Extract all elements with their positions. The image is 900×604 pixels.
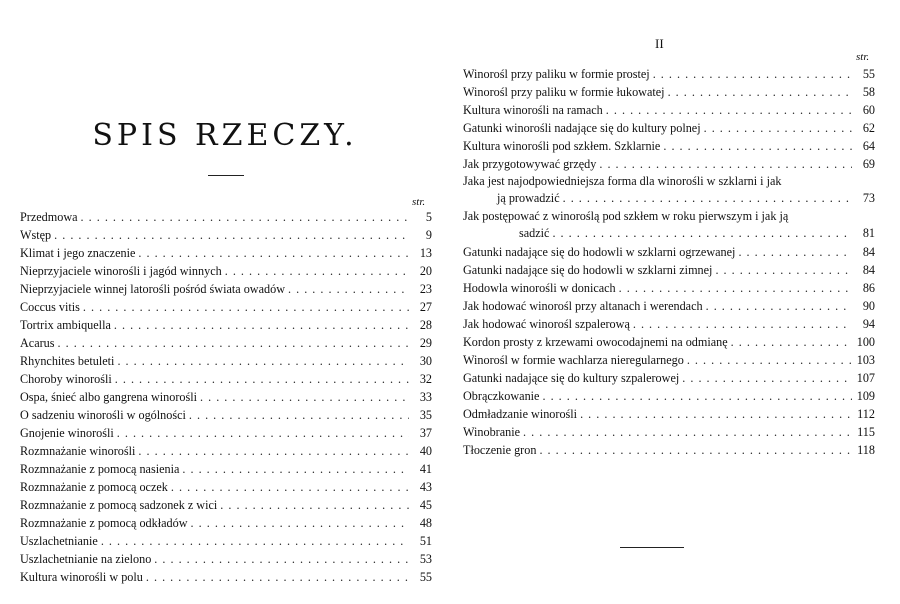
- dot-leader: [200, 388, 409, 406]
- toc-entry-title: Winorośl przy paliku w formie łukowatej: [463, 85, 665, 99]
- page-column-label: str.: [412, 196, 426, 208]
- toc-entry-title: Winorośl przy paliku w formie prostej: [463, 67, 650, 81]
- toc-entry-page: 118: [857, 443, 875, 457]
- toc-entry-title: Przedmowa: [20, 210, 78, 224]
- dot-leader: [715, 261, 852, 279]
- dot-leader: [114, 316, 409, 334]
- dot-leader: [117, 352, 409, 370]
- toc-entry-title-line2: ją prowadzić: [497, 191, 560, 205]
- toc-entry: [20, 316, 432, 334]
- toc-entry-title: Rozmnażanie z pomocą oczek: [20, 480, 168, 494]
- dot-leader: [288, 280, 409, 298]
- toc-entry-title: Rhynchites betuleti: [20, 354, 115, 368]
- title-rule: [208, 175, 244, 176]
- toc-entry-page: 81: [862, 226, 875, 240]
- toc-entry: [463, 441, 875, 459]
- toc-entry-page: 69: [862, 157, 875, 171]
- toc-entry: [463, 83, 875, 101]
- toc-entry: [20, 424, 432, 442]
- toc-entry-page: 23: [419, 282, 432, 296]
- dot-leader: [58, 334, 409, 352]
- toc-entry-title: Jak hodować winorośl przy altanach i werendach: [463, 299, 703, 313]
- toc-entry-page: 53: [419, 552, 432, 566]
- toc-entry: [463, 387, 875, 405]
- bottom-rule: [620, 547, 684, 548]
- toc-entry-title: Acarus: [20, 336, 55, 350]
- toc-entry-page: 112: [857, 407, 875, 421]
- toc-entry: [20, 298, 432, 316]
- dot-leader: [706, 297, 852, 315]
- toc-list-left: [20, 208, 432, 586]
- toc-entry: [20, 370, 432, 388]
- dot-leader: [117, 424, 409, 442]
- toc-entry-page: 27: [419, 300, 432, 314]
- toc-entry: [463, 423, 875, 441]
- toc-entry: [20, 532, 432, 550]
- dot-leader: [580, 405, 852, 423]
- toc-entry-page: 86: [862, 281, 875, 295]
- toc-entry-page: 100: [856, 335, 875, 349]
- toc-entry-page: 90: [862, 299, 875, 313]
- toc-entry: [20, 208, 432, 226]
- toc-entry: [463, 155, 875, 173]
- toc-entry-title: Gatunki winorośli nadające się do kultury polnej: [463, 121, 701, 135]
- dot-leader: [154, 550, 409, 568]
- toc-entry-page: 9: [425, 228, 432, 242]
- toc-entry: [463, 333, 875, 351]
- toc-entry: [20, 478, 432, 496]
- toc-entry-title: Kultura winorośli pod szkłem. Szklarnie: [463, 139, 661, 153]
- dot-leader: [115, 370, 409, 388]
- dot-leader: [633, 315, 852, 333]
- toc-entry: [20, 352, 432, 370]
- toc-entry-page: 32: [419, 372, 432, 386]
- dot-leader: [138, 442, 409, 460]
- dot-leader: [182, 460, 409, 478]
- dot-leader: [101, 532, 409, 550]
- dot-leader: [146, 568, 409, 586]
- toc-entry-page: 73: [862, 191, 875, 205]
- dot-leader: [54, 226, 409, 244]
- toc-entry-page: 5: [425, 210, 432, 224]
- toc-entry: [20, 460, 432, 478]
- toc-entry: [20, 514, 432, 532]
- toc-entry-page: 41: [419, 462, 432, 476]
- page-number: II: [655, 36, 664, 51]
- dot-leader: [539, 441, 852, 459]
- toc-entry-title: Tłoczenie gron: [463, 443, 537, 457]
- toc-entry-title: Nieprzyjaciele winorośli i jagód winnych: [20, 264, 222, 278]
- page-title: SPIS RZECZY.: [92, 118, 358, 153]
- toc-entry-title: Jak hodować winorośl szpalerową: [463, 317, 630, 331]
- toc-entry-page: 62: [862, 121, 875, 135]
- toc-entry-page: 28: [419, 318, 432, 332]
- dot-leader: [189, 406, 409, 424]
- toc-entry-multiline: [463, 208, 875, 243]
- toc-entry-page: 33: [419, 390, 432, 404]
- toc-entry: [20, 226, 432, 244]
- toc-entry: [463, 261, 875, 279]
- dot-leader: [542, 387, 852, 405]
- toc-entry-page: 115: [857, 425, 875, 439]
- toc-entry-title: Uszlachetnianie: [20, 534, 98, 548]
- dot-leader: [738, 243, 852, 261]
- toc-entry-title: Winorośl w formie wachlarza nieregularnego: [463, 353, 684, 367]
- toc-entry-title: Odmładzanie winorośli: [463, 407, 578, 421]
- toc-entry: [463, 101, 875, 119]
- toc-entry-page: 35: [419, 408, 432, 422]
- toc-entry-title-line1: Jaka jest najodpowiedniejsza forma dla winorośli w szklarni i jak: [463, 174, 782, 188]
- toc-entry-page: 109: [856, 389, 875, 403]
- toc-entry-title: Rozmnażanie z pomocą sadzonek z wici: [20, 498, 218, 512]
- dot-leader: [138, 244, 409, 262]
- toc-entry-title-line2: sadzić: [519, 226, 550, 240]
- toc-entry-title: Coccus vitis: [20, 300, 80, 314]
- toc-entry-page: 55: [419, 570, 432, 584]
- toc-entry-title: Uszlachetnianie na zielono: [20, 552, 152, 566]
- toc-entry-page: 45: [419, 498, 432, 512]
- toc-entry: [20, 334, 432, 352]
- toc-entry-multiline: [463, 173, 875, 208]
- toc-entry: [463, 137, 875, 155]
- toc-entry-page: 103: [856, 353, 875, 367]
- dot-leader: [220, 496, 409, 514]
- toc-entry: [463, 243, 875, 261]
- toc-entry-title: Wstęp: [20, 228, 52, 242]
- toc-entry: [463, 119, 875, 137]
- dot-leader: [663, 137, 852, 155]
- toc-entry-title: Jak przygotowywać grzędy: [463, 157, 597, 171]
- toc-entry-title: Gatunki nadające się do hodowli w szklarni ogrzewanej: [463, 245, 736, 259]
- dot-leader: [606, 101, 852, 119]
- dot-leader: [731, 333, 852, 351]
- toc-entry: [463, 297, 875, 315]
- toc-entry-page: 43: [419, 480, 432, 494]
- dot-leader: [599, 155, 852, 173]
- dot-leader: [653, 65, 852, 83]
- toc-entry: [463, 405, 875, 423]
- toc-entry-page: 107: [856, 371, 875, 385]
- toc-entry: [20, 244, 432, 262]
- toc-entry: [463, 351, 875, 369]
- toc-entry-title: Choroby winorośli: [20, 372, 112, 386]
- dot-leader: [81, 208, 409, 226]
- toc-entry-page: 84: [862, 263, 875, 277]
- toc-entry: [20, 406, 432, 424]
- toc-entry: [20, 442, 432, 460]
- toc-entry: [20, 550, 432, 568]
- toc-entry-title: Gnojenie winorośli: [20, 426, 114, 440]
- toc-entry-page: 94: [862, 317, 875, 331]
- toc-entry: [463, 369, 875, 387]
- toc-entry: [20, 496, 432, 514]
- toc-entry: [463, 65, 875, 83]
- dot-leader: [191, 514, 409, 532]
- toc-entry-title: Winobranie: [463, 425, 521, 439]
- dot-leader: [668, 83, 852, 101]
- dot-leader: [523, 423, 852, 441]
- toc-entry-title: Gatunki nadające się do hodowli w szklarni zimnej: [463, 263, 713, 277]
- dot-leader: [687, 351, 852, 369]
- toc-entry-title: Kordon prosty z krzewami owocodajnemi na odmianę: [463, 335, 728, 349]
- toc-entry: [20, 388, 432, 406]
- toc-entry-page: 13: [419, 246, 432, 260]
- toc-entry-page: 48: [419, 516, 432, 530]
- dot-leader: [704, 119, 852, 137]
- toc-entry-line2: [463, 190, 875, 208]
- toc-entry-page: 60: [862, 103, 875, 117]
- dot-leader: [563, 190, 852, 207]
- toc-entry-title: Rozmnażanie z pomocą nasienia: [20, 462, 180, 476]
- toc-entry-page: 30: [419, 354, 432, 368]
- page-column-label: str.: [856, 51, 870, 63]
- toc-entry: [20, 262, 432, 280]
- toc-entry: [463, 315, 875, 333]
- toc-entry: [20, 280, 432, 298]
- toc-entry-line2: [463, 225, 875, 243]
- toc-entry-title: Obrączkowanie: [463, 389, 540, 403]
- toc-entry-title: Nieprzyjaciele winnej latorośli pośród świata owadów: [20, 282, 286, 296]
- toc-entry-title: Klimat i jego znaczenie: [20, 246, 136, 260]
- toc-entry-page: 51: [419, 534, 432, 548]
- toc-entry-title: Rozmnażanie winorośli: [20, 444, 136, 458]
- toc-entry-page: 64: [862, 139, 875, 153]
- toc-entry-page: 58: [862, 85, 875, 99]
- toc-entry-title: Kultura winorośli na ramach: [463, 103, 603, 117]
- toc-entry-title: Tortrix ambiquella: [20, 318, 111, 332]
- toc-entry-title: Ospa, śnieć albo gangrena winorośli: [20, 390, 198, 404]
- dot-leader: [619, 279, 852, 297]
- toc-entry-page: 29: [419, 336, 432, 350]
- toc-entry-title: Gatunki nadające się do kultury szpalerowej: [463, 371, 680, 385]
- toc-entry: [463, 279, 875, 297]
- toc-list-right: [463, 65, 875, 459]
- toc-entry-title: O sadzeniu winorośli w ogólności: [20, 408, 186, 422]
- toc-entry-page: 40: [419, 444, 432, 458]
- toc-entry-page: 20: [419, 264, 432, 278]
- dot-leader: [552, 225, 852, 242]
- toc-entry-title: Rozmnażanie z pomocą odkładów: [20, 516, 188, 530]
- dot-leader: [225, 262, 409, 280]
- toc-entry-page: 37: [419, 426, 432, 440]
- dot-leader: [682, 369, 852, 387]
- dot-leader: [171, 478, 409, 496]
- toc-entry-title: Hodowla winorośli w donicach: [463, 281, 616, 295]
- toc-entry-title-line1: Jak postępować z winoroślą pod szkłem w roku pierwszym i jak ją: [463, 209, 789, 223]
- toc-entry-page: 84: [862, 245, 875, 259]
- toc-entry-page: 55: [862, 67, 875, 81]
- toc-entry-title: Kultura winorośli w polu: [20, 570, 143, 584]
- toc-entry: [20, 568, 432, 586]
- dot-leader: [83, 298, 409, 316]
